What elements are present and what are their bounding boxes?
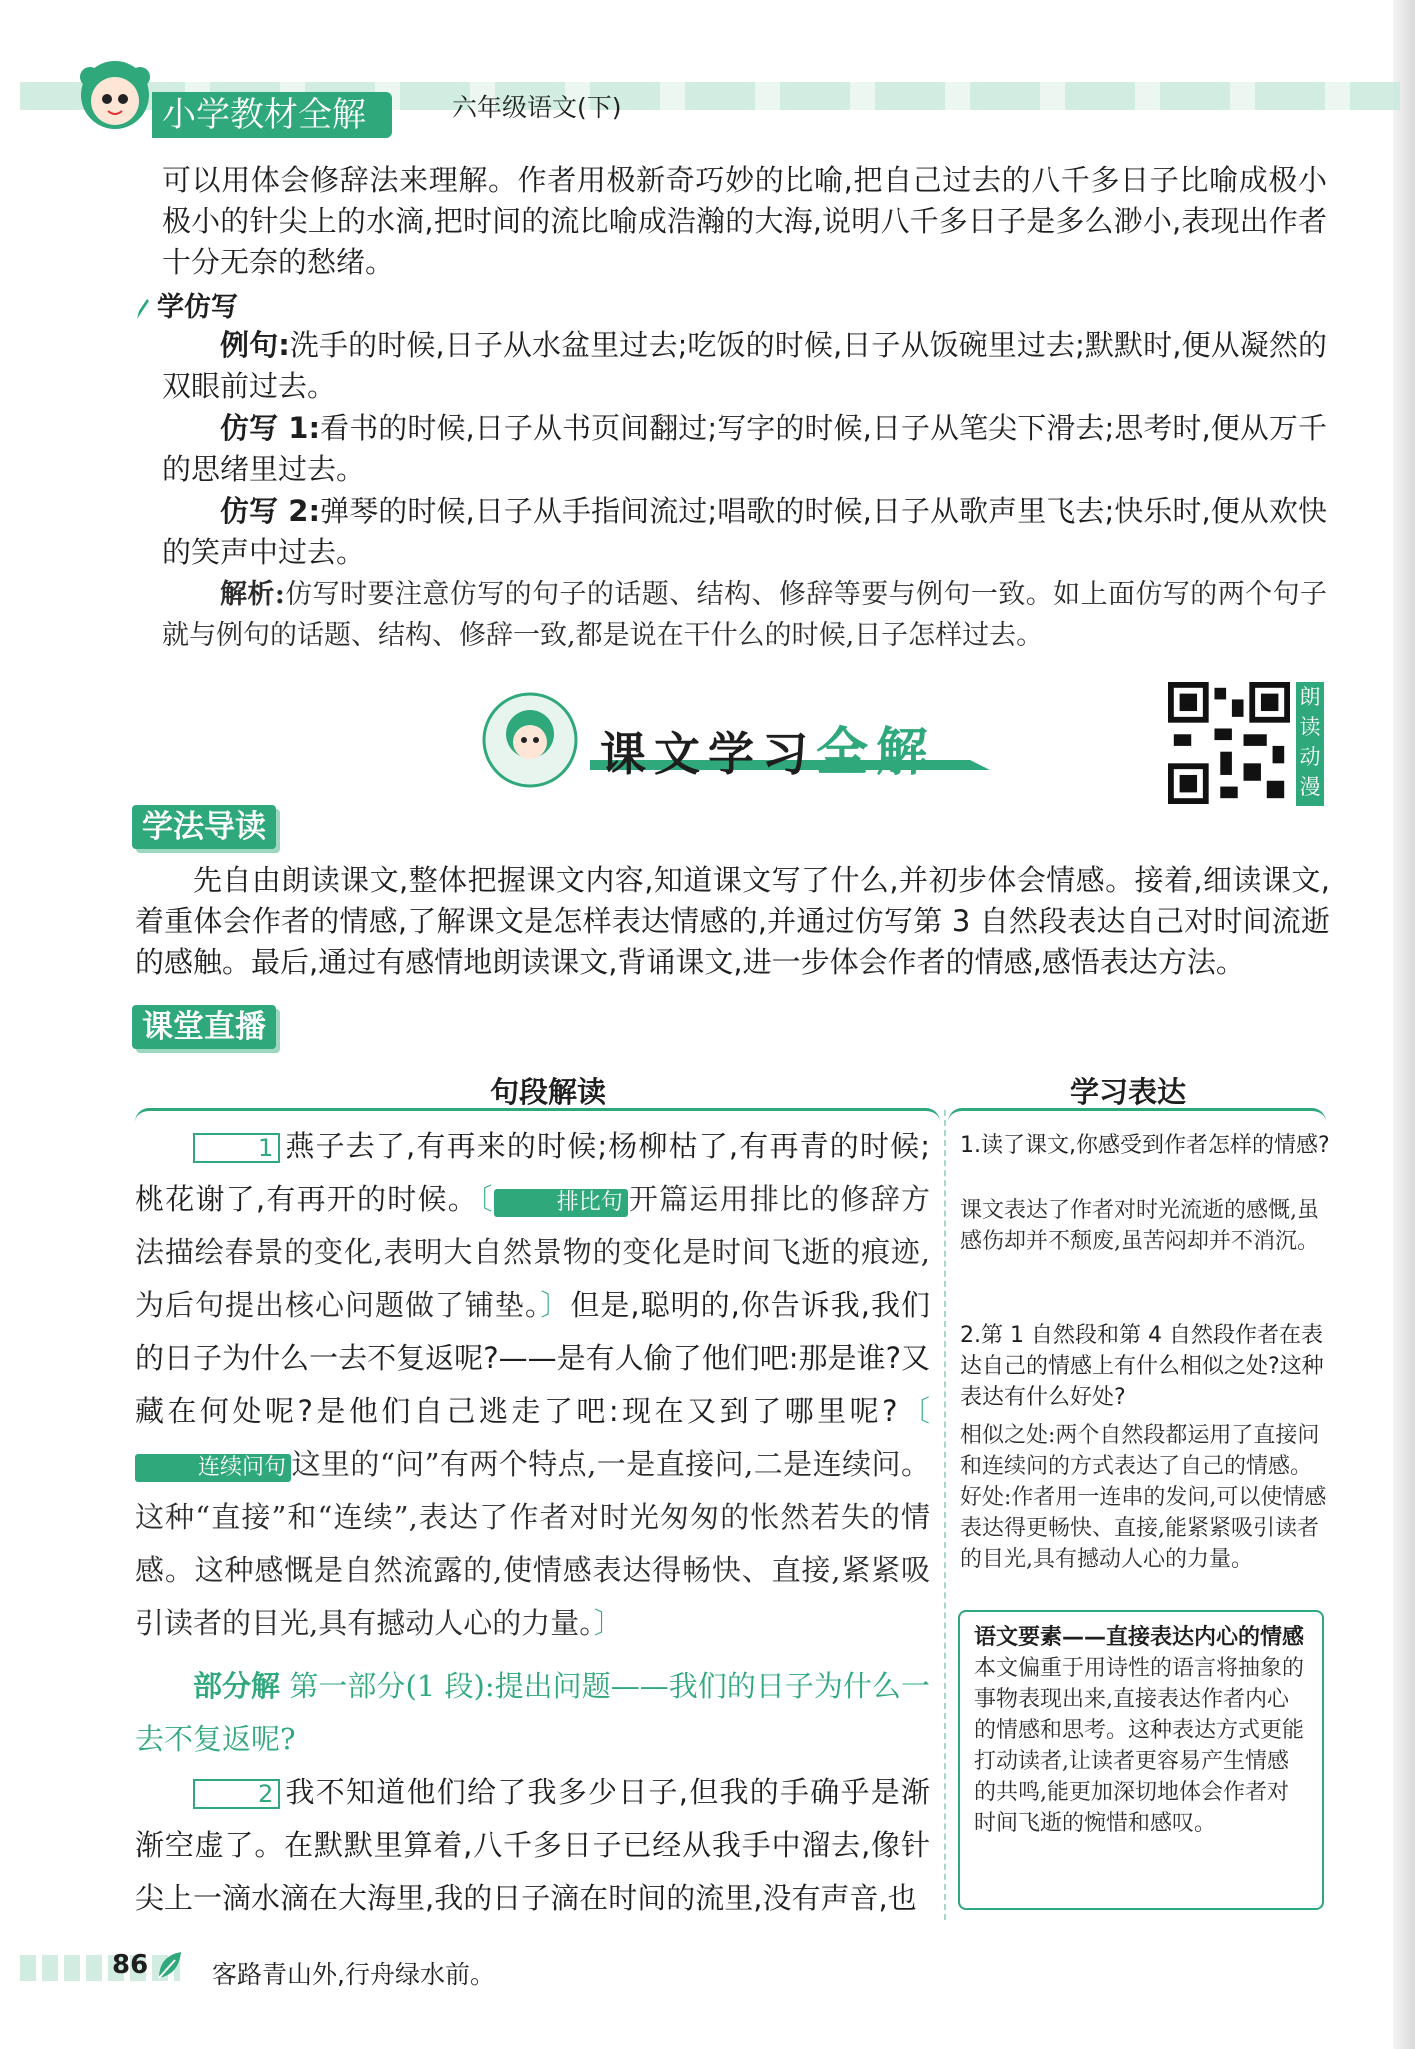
answer-2: 相似之处:两个自然段都运用了直接问和连续问的方式表达了自己的情感。好处:作者用一连串的发问,可以使情感表达得更畅快、直接,能紧紧吸引读者的目光,具有撼动人心的力量。 xyxy=(960,1423,1327,1572)
left-column-header: 句段解读 xyxy=(490,1075,607,1109)
section-title: 课文学习全解 xyxy=(600,723,937,783)
page-number: 86 xyxy=(112,1950,149,1980)
imitation-title: 学仿写 xyxy=(135,285,238,324)
classroom-tag: 课堂直播 xyxy=(132,1005,276,1049)
paragraph-2: 2 我不知道他们给了我多少日子,但我的手确乎是渐渐空虚了。在默默里算着,八千多日子已经从我手中溜去,像针尖上一滴水滴在大海里,我的日子滴在时间的流里,没有声音,也 xyxy=(135,1775,930,1915)
mascot-icon xyxy=(70,55,160,145)
page-edge xyxy=(1393,0,1415,2049)
right-column-header: 学习表达 xyxy=(1070,1075,1187,1109)
right-header-rule xyxy=(948,1108,1326,1125)
book-title: 小学教材全解 xyxy=(152,92,392,138)
paragraph-1: 1 燕子去了,有再来的时候;杨柳枯了,有再青的时候;桃花谢了,有再开的时候。〔 排比句 开篇运用排比的修辞方法描绘春景的变化,表明大自然景物的变化是时间飞逝的痕迹,为后句提出核心问题做了铺垫。〕但是,聪明的,你告诉我,我们的日子为什么一去不复返呢?——是有人偷了他们吧:那是谁?又藏在何处呢?是他们自己逃走了吧:现在又到了哪里呢?〔连续问句 这里的“问”有两个特点,一是直接问,二是连续问。这种“直接”和“连续”,表达了作者对时光匆匆的怅然若失的情感。这种感慨是自然流露的,使情感表达得畅快、直接,紧紧吸引读者的目光,具有撼动人心的力量。〕 xyxy=(135,1129,930,1640)
footer-motto: 客路青山外,行舟绿水前。 xyxy=(212,1960,495,1989)
paragraph-number: 2 xyxy=(193,1779,280,1809)
column-divider xyxy=(944,1110,946,1920)
tag-continuous-questions: 连续问句 xyxy=(135,1454,291,1482)
part-summary: 部分解 第一部分(1 段):提出问题——我们的日子为什么一去不复返呢? xyxy=(135,1669,930,1756)
key-point-box xyxy=(958,1610,1324,1910)
leaf-icon xyxy=(155,1948,185,1982)
example-sentence: 例句:洗手的时候,日子从水盆里过去;吃饭的时候,日子从饭碗里过去;默默时,便从凝然的双眼前过去。 xyxy=(162,328,1327,403)
intro-paragraph: 可以用体会修辞法来理解。作者用极新奇巧妙的比喻,把自己过去的八千多日子比喻成极小极小的针尖上的水滴,把时间的流比喻成浩瀚的大海,说明八千多日子是多么渺小,表现出作者十分无奈的愁绪。 xyxy=(162,163,1327,279)
key-point-text: 本文偏重于用诗性的语言将抽象的事物表现出来,直接表达作者内心的情感和思考。这种表达方式更能打动读者,让读者更容易产生情感的共鸣,能更加深切地体会作者对时间飞逝的惋惜和感叹。 xyxy=(974,1656,1305,1836)
guide-text: 先自由朗读课文,整体把握课文内容,知道课文写了什么,并初步体会情感。接着,细读课文,着重体会作者的情感,了解课文是怎样表达情感的,并通过仿写第 3 自然段表达自己对时间流逝的感触。最后,通过有感情地朗读课文,背诵课文,进一步体会作者的情感,感悟表达方法。 xyxy=(135,863,1330,979)
imitation-analysis: 解析:仿写时要注意仿写的句子的话题、结构、修辞等要与例句一致。如上面仿写的两个句子就与例句的话题、结构、修辞一致,都是说在干什么的时候,日子怎样过去。 xyxy=(162,579,1328,651)
question-2: 2.第 1 自然段和第 4 自然段作者在表达自己的情感上有什么相似之处?这种表达有什么好处? xyxy=(960,1323,1324,1410)
pencil-icon xyxy=(135,297,149,321)
imitation-1: 仿写 1:看书的时候,日子从书页间翻过;写字的时候,日子从笔尖下滑去;思考时,便从万千的思绪里过去。 xyxy=(162,411,1327,486)
guide-tag: 学法导读 xyxy=(132,805,276,849)
paragraph-number: 1 xyxy=(193,1133,280,1163)
grade-label: 六年级语文(下) xyxy=(452,93,622,122)
qr-side-label: 朗读动漫 xyxy=(1296,682,1324,806)
question-1: 1.读了课文,你感受到作者怎样的情感? xyxy=(960,1133,1330,1158)
key-point-title: 语文要素——直接表达内心的情感 xyxy=(974,1625,1305,1650)
imitation-2: 仿写 2:弹琴的时候,日子从手指间流过;唱歌的时候,日子从歌声里飞去;快乐时,便从欢快的笑声中过去。 xyxy=(162,494,1327,569)
qr-code-icon[interactable] xyxy=(1168,682,1290,804)
answer-1: 课文表达了作者对时光流逝的感慨,虽感伤却并不颓废,虽苦闷却并不消沉。 xyxy=(960,1198,1319,1254)
tag-parallelism: 排比句 xyxy=(494,1189,628,1217)
